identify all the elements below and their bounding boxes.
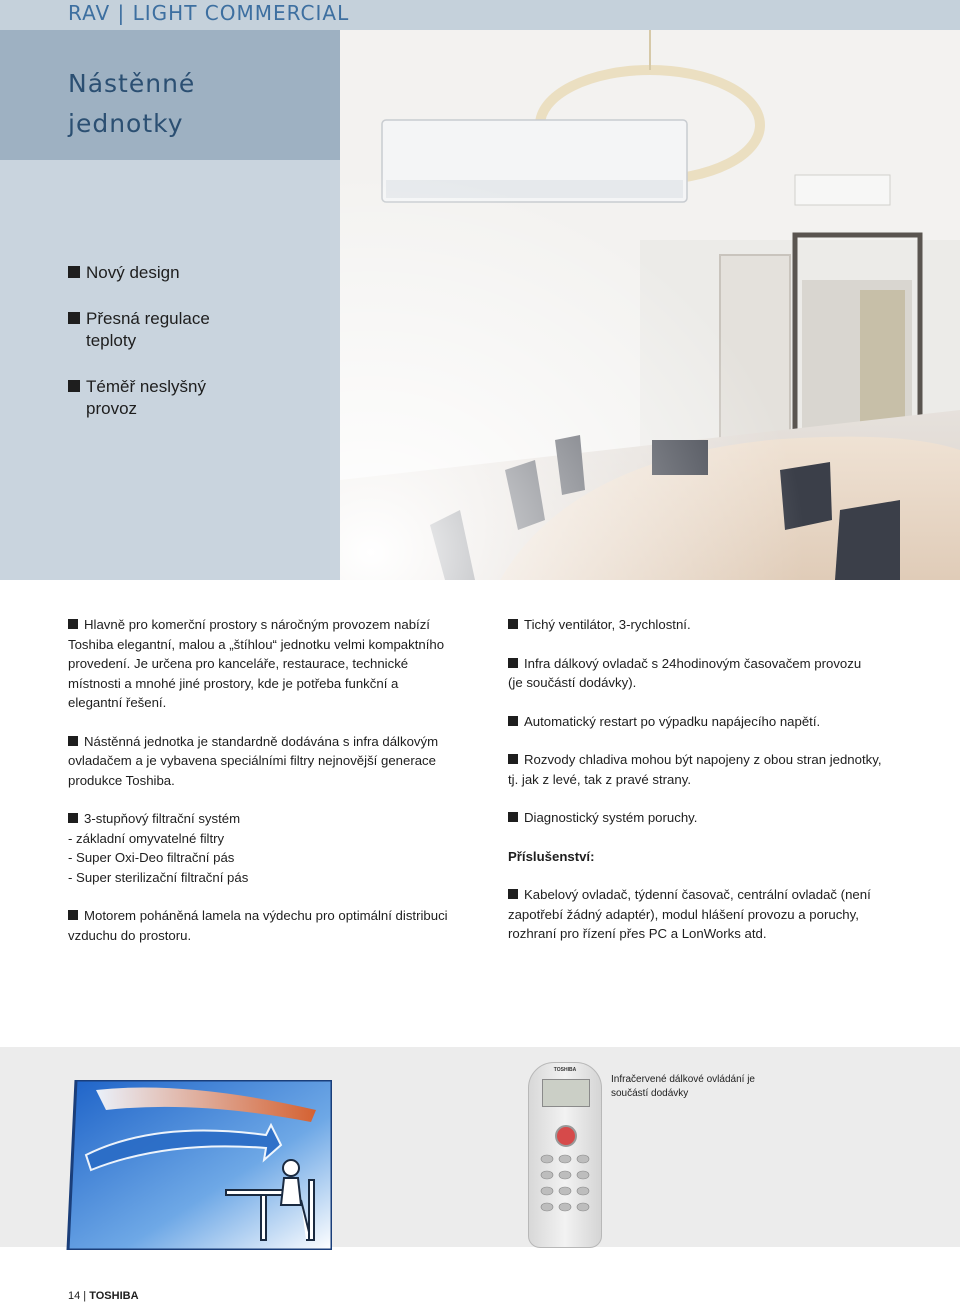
remote-display — [542, 1079, 590, 1107]
square-bullet-icon — [508, 619, 518, 629]
top-header-bar — [0, 0, 960, 30]
accessories-heading: Příslušenství: — [508, 848, 595, 864]
page-number: 14 — [68, 1290, 81, 1302]
footer-brand: TOSHIBA — [89, 1290, 139, 1302]
page-heading — [68, 64, 195, 144]
remote-button-grid — [535, 1151, 595, 1231]
square-bullet-icon — [508, 889, 518, 899]
page-heading-line1: Nástěnné — [68, 69, 196, 98]
square-bullet-icon — [68, 910, 78, 920]
square-bullet-icon — [68, 619, 78, 629]
square-bullet-icon — [508, 812, 518, 822]
airflow-illustration — [66, 1080, 332, 1250]
bullet-diagnostic: Diagnostický systém poruchy. — [508, 808, 918, 828]
bullet-fan: Tichý ventilátor, 3-rychlostní. — [508, 615, 918, 635]
square-bullet-icon — [68, 736, 78, 746]
office-photo — [340, 30, 960, 580]
section-title: RAV | LIGHT COMMERCIAL — [68, 1, 350, 25]
office-photo-illustration — [340, 30, 960, 580]
remote-power-button — [555, 1125, 577, 1147]
square-bullet-icon — [508, 754, 518, 764]
remote-brand: TOSHIBA — [553, 1067, 577, 1073]
remote-control — [528, 1062, 602, 1248]
square-bullet-icon — [68, 312, 80, 324]
square-bullet-icon — [68, 266, 80, 278]
square-bullet-icon — [68, 380, 80, 392]
remote-caption: Infračervené dálkové ovládání je součástí dodávky — [611, 1074, 755, 1099]
bullet-remote: Infra dálkový ovladač s 24hodinovým časovačem provozu (je součástí dodávky). — [508, 655, 862, 690]
bullet-restart: Automatický restart po výpadku napájecího napětí. — [508, 712, 918, 732]
feature-item: Nový design — [68, 262, 180, 284]
title-box — [0, 30, 340, 160]
paragraph-louver: Motorem poháněná lamela na výdechu pro optimální distribuci vzduchu do prostoru. — [68, 908, 448, 943]
right-column — [508, 615, 918, 963]
feature-item: Přesná regulace teploty — [68, 308, 210, 352]
square-bullet-icon — [508, 716, 518, 726]
paragraph-filters: 3-stupňový filtrační systém - základní omyvatelné filtry - Super Oxi-Deo filtrační pás - Super sterilizační filtrační pás — [68, 811, 249, 885]
page-heading-line2: jednotky — [68, 109, 184, 138]
bullet-piping: Rozvody chladiva mohou být napojeny z obou stran jednotky, tj. jak z levé, tak z pravé strany. — [508, 752, 882, 787]
square-bullet-icon — [508, 658, 518, 668]
paragraph-intro: Hlavně pro komerční prostory s náročným provozem nabízí Toshiba elegantní, malou a „štíhlou“ jednotku velmi kompaktního provedení. Je určena pro kanceláře, restaurace, technické místnosti a mnohé jiné prostory, kde je potřeba funkční a elegantní řešení. — [68, 617, 445, 710]
paragraph-remote: Nástěnná jednotka je standardně dodávána s infra dálkovým ovladačem a je vybavena speciálními filtry nejnovější generace produkce Toshiba. — [68, 733, 439, 788]
feature-item: Téměř neslyšný provoz — [68, 376, 206, 420]
page-footer: 14 | TOSHIBA — [68, 1290, 139, 1302]
square-bullet-icon — [68, 813, 78, 823]
bullet-accessories: Kabelový ovladač, týdenní časovač, centrální ovladač (není zapotřebí žádný adaptér), modul hlášení provozu a poruchy, rozhraní pro řízení přes PC a LonWorks atd. — [508, 887, 871, 941]
left-column — [68, 615, 478, 964]
